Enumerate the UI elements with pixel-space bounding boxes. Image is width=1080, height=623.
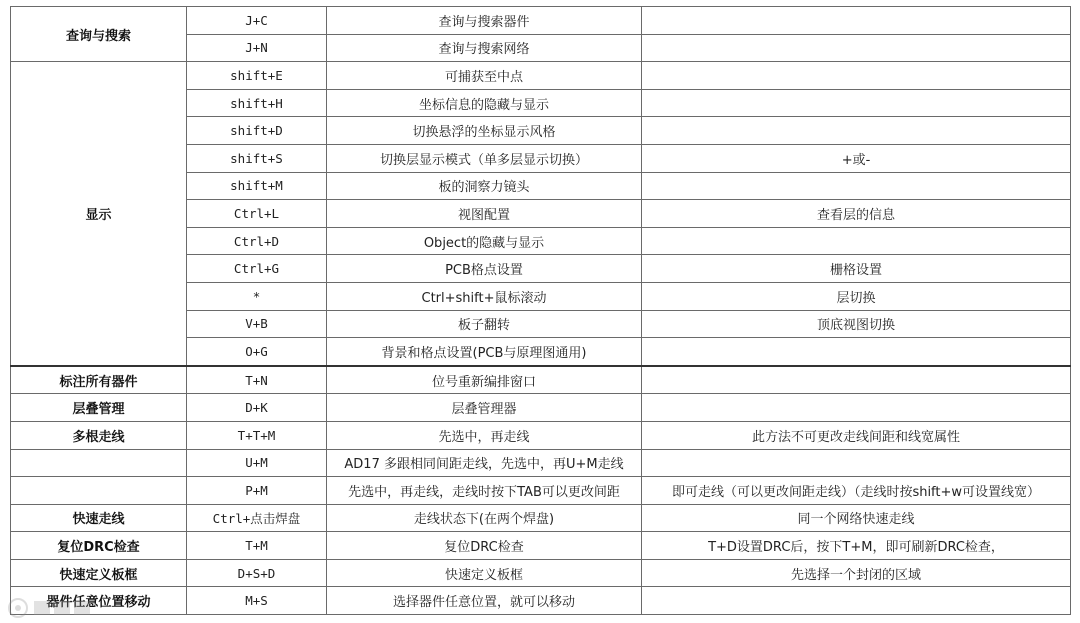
note-cell: 层切换 — [642, 282, 1071, 310]
category-cell: 层叠管理 — [11, 394, 187, 422]
description-cell: 视图配置 — [327, 200, 642, 228]
description-cell: 层叠管理器 — [327, 394, 642, 422]
table-row — [11, 504, 1071, 532]
table-row — [11, 449, 1071, 477]
shortcut-key-cell: T+N — [187, 366, 327, 394]
description-cell: 查询与搜索器件 — [327, 7, 642, 35]
shortcut-key-cell: shift+S — [187, 144, 327, 172]
description-cell: 查询与搜索网络 — [327, 34, 642, 62]
category-cell — [11, 477, 187, 505]
shortcut-key-cell: P+M — [187, 477, 327, 505]
table-row — [11, 587, 1071, 615]
note-cell: 查看层的信息 — [642, 200, 1071, 228]
shortcut-key-cell: shift+H — [187, 89, 327, 117]
shortcut-table — [10, 6, 1071, 615]
shortcut-key-cell: T+M — [187, 532, 327, 560]
description-cell: 快速定义板框 — [327, 559, 642, 587]
description-cell: 复位DRC检查 — [327, 532, 642, 560]
category-cell: 快速走线 — [11, 504, 187, 532]
description-cell: 选择器件任意位置，就可以移动 — [327, 587, 642, 615]
table-row — [11, 421, 1071, 449]
shortcut-key-cell: M+S — [187, 587, 327, 615]
note-cell — [642, 394, 1071, 422]
shortcut-key-cell: U+M — [187, 449, 327, 477]
shortcut-key-cell: Ctrl+L — [187, 200, 327, 228]
description-cell: 板子翻转 — [327, 310, 642, 338]
note-cell: 顶底视图切换 — [642, 310, 1071, 338]
table-row — [11, 62, 1071, 90]
description-cell: 走线状态下(在两个焊盘) — [327, 504, 642, 532]
note-cell — [642, 89, 1071, 117]
note-cell — [642, 227, 1071, 255]
description-cell: 切换悬浮的坐标显示风格 — [327, 117, 642, 145]
category-cell: 标注所有器件 — [11, 366, 187, 394]
shortcut-key-cell: J+C — [187, 7, 327, 35]
description-cell: 先选中，再走线 — [327, 421, 642, 449]
description-cell: 先选中，再走线，走线时按下TAB可以更改间距 — [327, 477, 642, 505]
category-cell: 器件任意位置移动 — [11, 587, 187, 615]
category-cell: 快速定义板框 — [11, 559, 187, 587]
description-cell: AD17 多跟相同间距走线，先选中，再U+M走线 — [327, 449, 642, 477]
category-cell: 查询与搜索 — [11, 7, 187, 62]
table-row — [11, 7, 1071, 35]
shortcut-key-cell: Ctrl+G — [187, 255, 327, 283]
description-cell: PCB格点设置 — [327, 255, 642, 283]
note-cell — [642, 587, 1071, 615]
shortcut-key-cell: shift+E — [187, 62, 327, 90]
note-cell — [642, 117, 1071, 145]
shortcut-key-cell: O+G — [187, 338, 327, 366]
note-cell: 栅格设置 — [642, 255, 1071, 283]
note-cell — [642, 366, 1071, 394]
category-cell: 显示 — [11, 62, 187, 366]
category-cell: 复位DRC检查 — [11, 532, 187, 560]
shortcut-key-cell: D+S+D — [187, 559, 327, 587]
note-cell: 先选择一个封闭的区域 — [642, 559, 1071, 587]
note-cell: T+D设置DRC后，按下T+M，即可刷新DRC检查， — [642, 532, 1071, 560]
table-row — [11, 532, 1071, 560]
shortcut-key-cell: Ctrl+D — [187, 227, 327, 255]
table-row — [11, 394, 1071, 422]
category-cell — [11, 449, 187, 477]
note-cell — [642, 338, 1071, 366]
table-row — [11, 559, 1071, 587]
shortcut-key-cell: shift+M — [187, 172, 327, 200]
note-cell: 同一个网络快速走线 — [642, 504, 1071, 532]
note-cell — [642, 62, 1071, 90]
shortcut-key-cell: J+N — [187, 34, 327, 62]
description-cell: 板的洞察力镜头 — [327, 172, 642, 200]
description-cell: 位号重新编排窗口 — [327, 366, 642, 394]
table-row — [11, 366, 1071, 394]
shortcut-key-cell: T+T+M — [187, 421, 327, 449]
note-cell — [642, 449, 1071, 477]
shortcut-key-cell: D+K — [187, 394, 327, 422]
description-cell: 可捕获至中点 — [327, 62, 642, 90]
description-cell: 坐标信息的隐藏与显示 — [327, 89, 642, 117]
shortcut-key-cell: shift+D — [187, 117, 327, 145]
description-cell: Object的隐藏与显示 — [327, 227, 642, 255]
note-cell: 即可走线（可以更改间距走线）（走线时按shift+w可设置线宽） — [642, 477, 1071, 505]
description-cell: 切换层显示模式（单多层显示切换） — [327, 144, 642, 172]
table-row — [11, 477, 1071, 505]
description-cell: Ctrl+shift+鼠标滚动 — [327, 282, 642, 310]
note-cell — [642, 34, 1071, 62]
category-cell: 多根走线 — [11, 421, 187, 449]
note-cell: +或- — [642, 144, 1071, 172]
description-cell: 背景和格点设置(PCB与原理图通用) — [327, 338, 642, 366]
shortcut-key-cell: * — [187, 282, 327, 310]
shortcut-key-cell: V+B — [187, 310, 327, 338]
shortcut-key-cell: Ctrl+点击焊盘 — [187, 504, 327, 532]
note-cell — [642, 7, 1071, 35]
note-cell — [642, 172, 1071, 200]
note-cell: 此方法不可更改走线间距和线宽属性 — [642, 421, 1071, 449]
